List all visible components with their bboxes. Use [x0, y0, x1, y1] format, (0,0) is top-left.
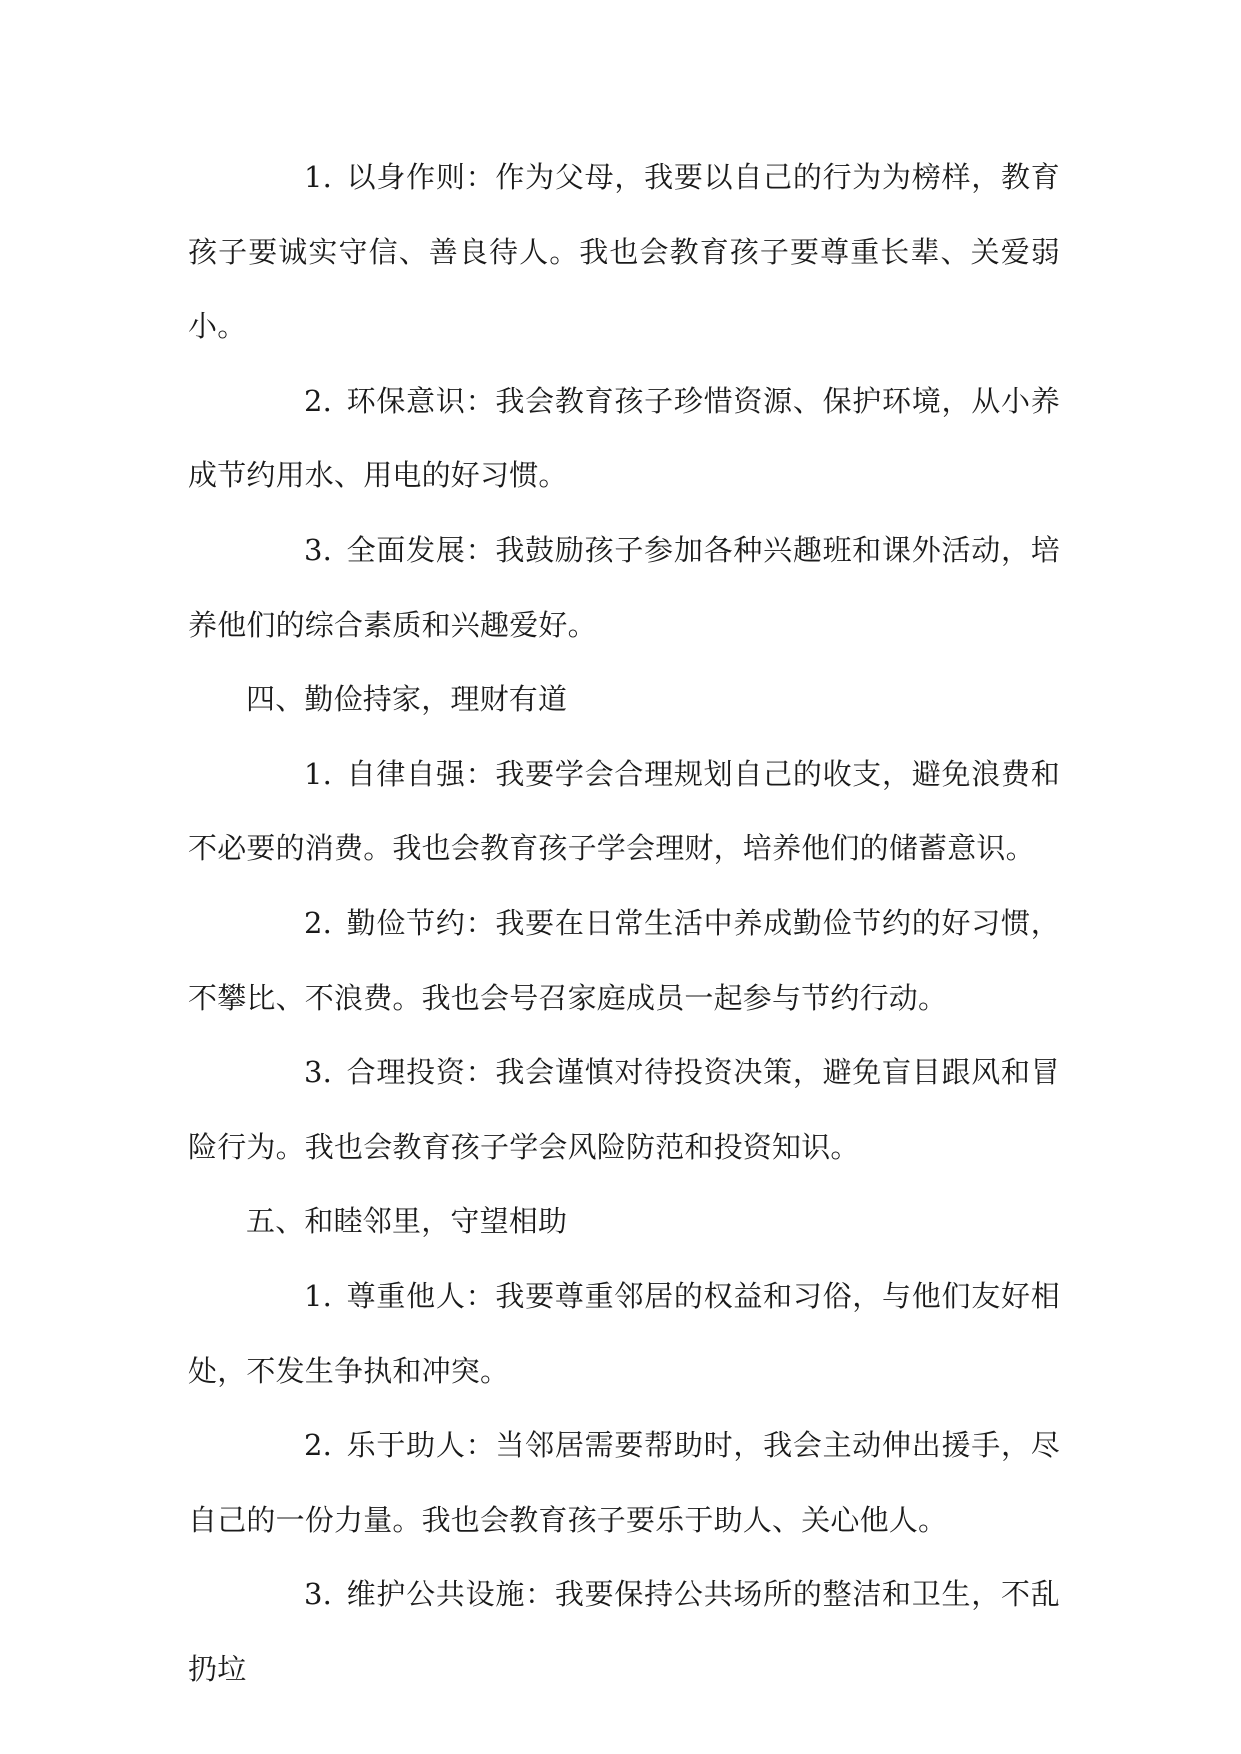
paragraph-item — [188, 364, 1060, 513]
paragraph-item — [188, 1259, 1060, 1408]
paragraph-text: 乐于助人：当邻居需要帮助时，我会主动伸出援手，尽自己的一份力量。我也会教育孩子要乐于助人、关心他人。 — [188, 1428, 1060, 1537]
paragraph-item — [188, 1408, 1060, 1557]
document-body — [188, 140, 1060, 1706]
item-number: 2. — [304, 905, 333, 940]
paragraph-text: 自律自强：我要学会合理规划自己的收支，避免浪费和不必要的消费。我也会教育孩子学会理财，培养他们的储蓄意识。 — [188, 756, 1060, 866]
item-number: 1. — [304, 160, 333, 194]
paragraph-text: 以身作则：作为父母，我要以自己的行为为榜样，教育孩子要诚实守信、善良待人。我也会教育孩子要尊重长辈、关爱弱小。 — [188, 160, 1060, 344]
paragraph-item — [188, 1557, 1060, 1706]
section-heading — [188, 662, 1060, 737]
paragraph-text: 全面发展：我鼓励孩子参加各种兴趣班和课外活动，培养他们的综合素质和兴趣爱好。 — [188, 532, 1060, 642]
paragraph-item — [188, 513, 1060, 662]
paragraph-text: 维护公共设施：我要保持公共场所的整洁和卫生，不乱扔垃 — [188, 1577, 1060, 1686]
paragraph-item — [188, 140, 1060, 364]
item-number: 3. — [304, 532, 333, 567]
item-number: 1. — [304, 1278, 333, 1313]
item-number: 1. — [304, 756, 333, 791]
paragraph-text: 合理投资：我会谨慎对待投资决策，避免盲目跟风和冒险行为。我也会教育孩子学会风险防范和投资知识。 — [188, 1055, 1060, 1164]
paragraph-item — [188, 737, 1060, 886]
section-heading-text: 五、和睦邻里，守望相助 — [246, 1204, 568, 1239]
paragraph-text: 环保意识：我会教育孩子珍惜资源、保护环境，从小养成节约用水、用电的好习惯。 — [188, 383, 1060, 493]
section-heading-text: 四、勤俭持家，理财有道 — [246, 682, 568, 717]
item-number: 3. — [304, 1577, 333, 1612]
item-number: 2. — [304, 1428, 333, 1463]
paragraph-item — [188, 886, 1060, 1035]
item-number: 2. — [304, 383, 333, 418]
item-number: 3. — [304, 1055, 333, 1090]
paragraph-item — [188, 1035, 1060, 1184]
paragraph-text: 勤俭节约：我要在日常生活中养成勤俭节约的好习惯，不攀比、不浪费。我也会号召家庭成员一起参与节约行动。 — [188, 905, 1060, 1015]
paragraph-text: 尊重他人：我要尊重邻居的权益和习俗，与他们友好相处，不发生争执和冲突。 — [188, 1278, 1060, 1388]
section-heading — [188, 1184, 1060, 1259]
